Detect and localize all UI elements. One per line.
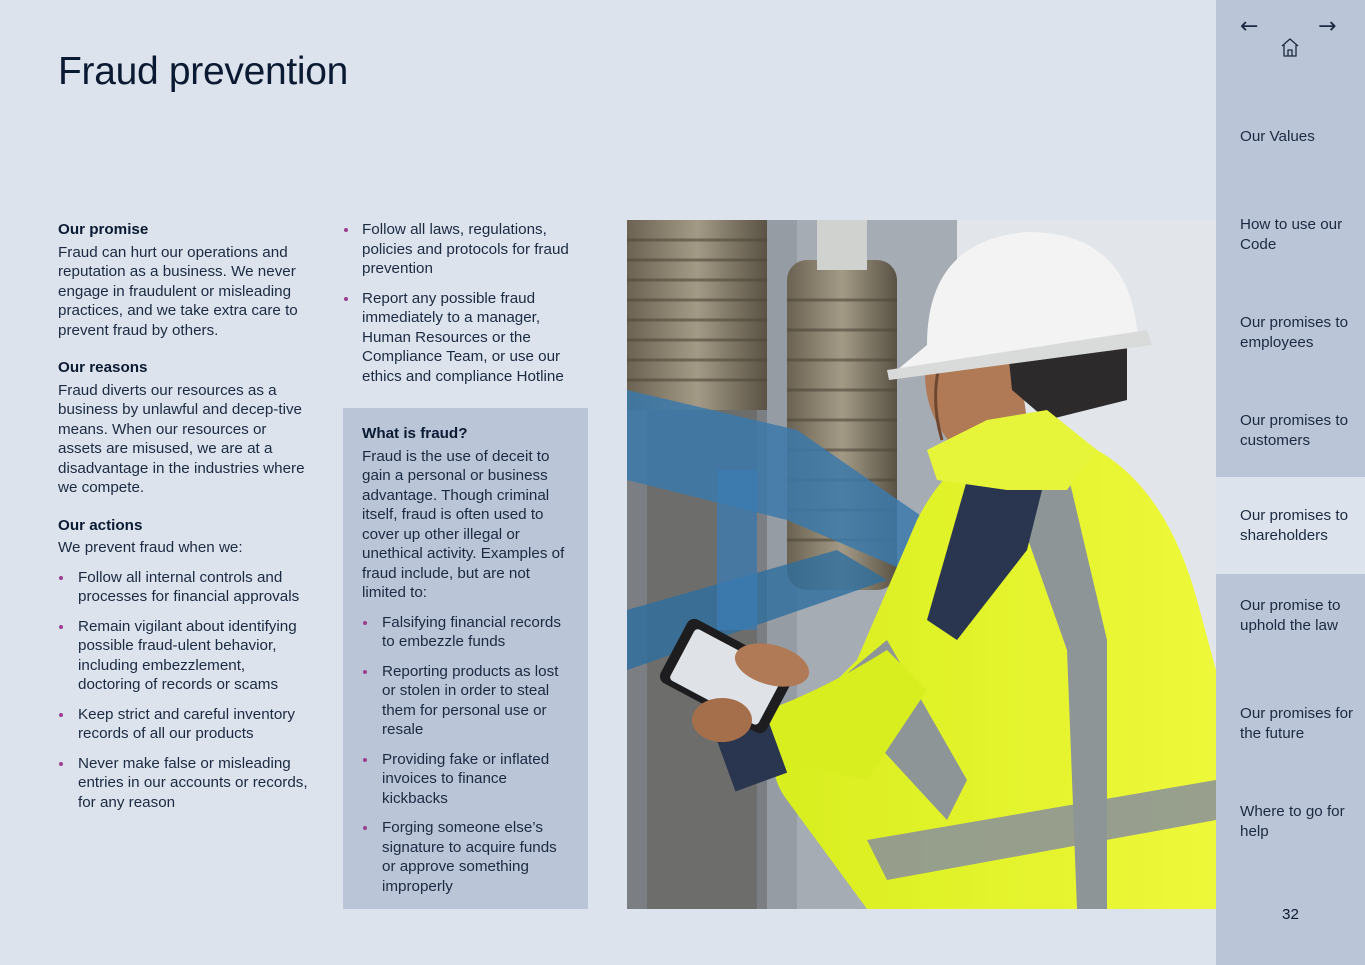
sidebar-item-employees[interactable]: Our promises to employees [1240, 314, 1349, 351]
actions-list-continued [343, 220, 588, 386]
sidebar-item-uphold-law[interactable]: Our promise to uphold the law [1240, 597, 1341, 634]
page-number: 32 [1282, 906, 1299, 923]
reasons-text: Fraud diverts our resources as a business by unlawful and decep-tive means. When our resources or assets are misused, we are at a disadvantage in the industries where we compete. [58, 381, 305, 496]
worker-illustration [627, 220, 1216, 909]
list-item: Keep strict and careful inventory records of all our products [58, 705, 308, 744]
left-column [58, 220, 308, 822]
list-item: Reporting products as lost or stolen in order to steal them for personal use or resale [362, 662, 569, 740]
middle-column [343, 220, 588, 396]
next-page-arrow-icon[interactable]: → [1318, 14, 1337, 39]
previous-page-arrow-icon[interactable]: ← [1240, 14, 1259, 39]
actions-intro: We prevent fraud when we: [58, 539, 243, 556]
fraud-examples-list [362, 613, 569, 897]
list-item: Never make false or misleading entries in our accounts or records, for any reason [58, 754, 308, 813]
actions-list [58, 568, 308, 813]
sidebar [1216, 0, 1365, 965]
sidebar-item-help[interactable]: Where to go for help [1240, 803, 1345, 840]
home-icon[interactable] [1280, 36, 1300, 58]
promise-heading: Our promise [58, 221, 149, 238]
list-item: Forging someone else’s signature to acquire funds or approve something improperly [362, 818, 569, 896]
actions-heading: Our actions [58, 516, 143, 534]
page-title: Fraud prevention [58, 50, 349, 93]
list-item: Falsifying financial records to embezzle funds [362, 613, 569, 652]
promise-text: Fraud can hurt our operations and reputation as a business. We never engage in fraudulent or misleading practices, and we take extra care to prevent fraud by others. [58, 243, 298, 339]
what-is-fraud-text: Fraud is the use of deceit to gain a personal or business advantage. Though criminal itself, fraud is often used to cover up other illegal or unethical activity. Examples of fraud include, but are not limited to: [362, 447, 565, 601]
sidebar-item-shareholders[interactable]: Our promises to shareholders [1216, 477, 1365, 574]
list-item: Remain vigilant about identifying possible fraud-ulent behavior, including embezzlement, doctoring of records or scams [58, 617, 308, 695]
list-item: Follow all laws, regulations, policies and protocols for fraud prevention [343, 220, 588, 279]
list-item: Follow all internal controls and processes for financial approvals [58, 568, 308, 607]
what-is-fraud-heading: What is fraud? [362, 425, 468, 442]
sidebar-item-future[interactable]: Our promises for the future [1240, 705, 1354, 742]
sidebar-item-how-to-use[interactable]: How to use our Code [1240, 216, 1343, 253]
sidebar-item-our-values[interactable]: Our Values [1240, 128, 1315, 145]
list-item: Report any possible fraud immediately to a manager, Human Resources or the Compliance Team, or use our ethics and compliance Hotline [343, 289, 588, 387]
worker-photo [627, 220, 1216, 909]
list-item: Providing fake or inflated invoices to finance kickbacks [362, 750, 569, 809]
reasons-heading: Our reasons [58, 359, 148, 376]
sidebar-item-customers[interactable]: Our promises to customers [1240, 412, 1349, 449]
what-is-fraud-box [343, 408, 588, 909]
